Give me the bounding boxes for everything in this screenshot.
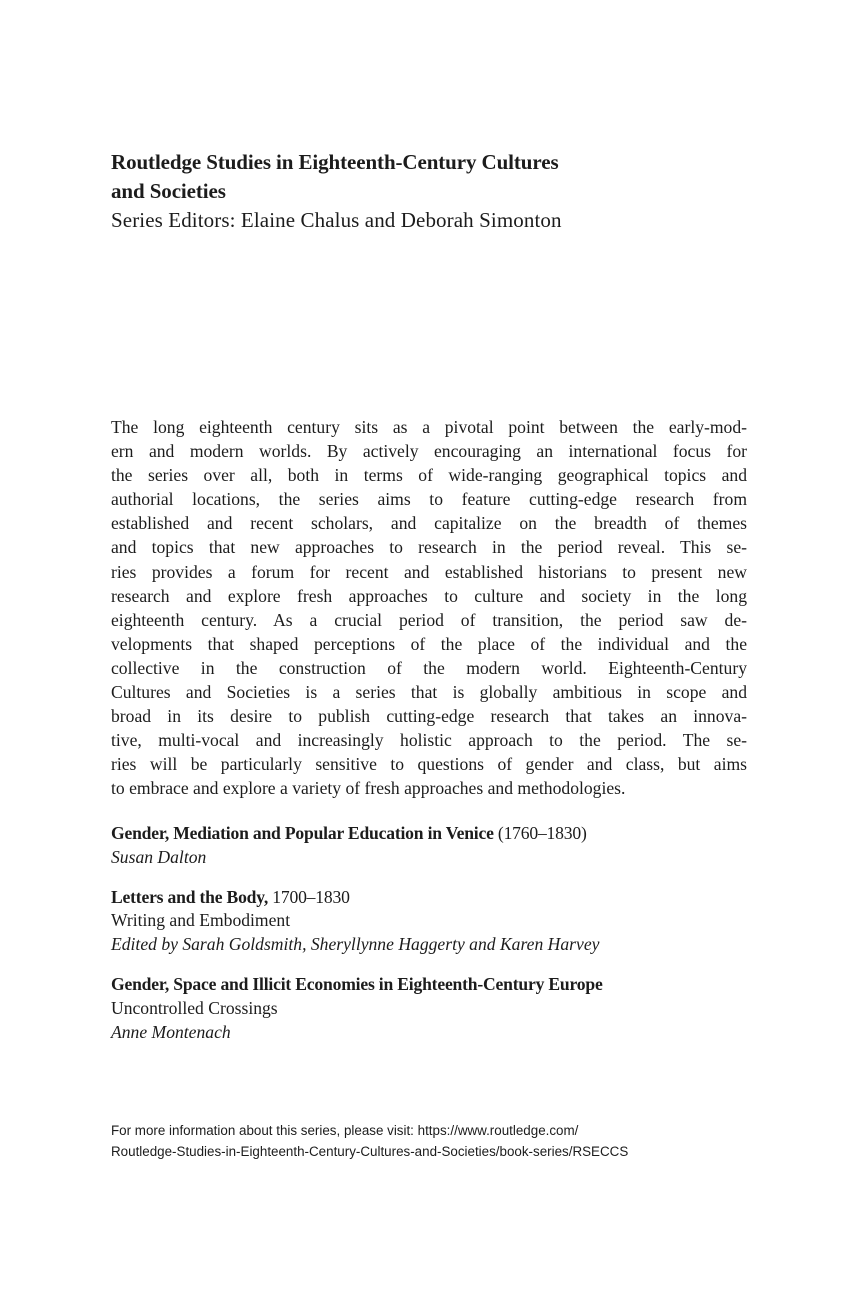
description-line: The long eighteenth century sits as a pivotal point between the early-mod-	[111, 417, 747, 437]
description-line: established and recent scholars, and capitalize on the breadth of themes	[111, 513, 747, 534]
book-title	[111, 973, 751, 997]
series-title-line-2: and Societies	[111, 179, 226, 203]
book-subtitle: Uncontrolled Crossings	[111, 997, 278, 1018]
description-line: collective in the construction of the modern world. Eighteenth-Century	[111, 657, 747, 678]
book-entry	[111, 886, 751, 957]
description-line: ries will be particularly sensitive to questions of gender and class, but aims	[111, 754, 747, 775]
footer-line-1: For more information about this series, please visit: https://www.routledge.com/	[111, 1123, 579, 1138]
book-title-bold: Letters and the Body,	[111, 886, 269, 907]
description-line: research and explore fresh approaches to culture and society in the long	[111, 585, 747, 606]
book-entry	[111, 822, 751, 870]
description-line: eighteenth century. As a crucial period of transition, the period saw de-	[111, 609, 747, 630]
series-title-line-1: Routledge Studies in Eighteenth-Century Cultures	[111, 150, 559, 174]
series-title	[111, 148, 751, 206]
book-title-dates: 1700–1830	[268, 886, 350, 907]
book-author: Anne Montenach	[111, 1021, 231, 1042]
description-line: velopments that shaped perceptions of the place of the individual and the	[111, 633, 747, 654]
series-description	[111, 415, 747, 801]
description-line: Cultures and Societies is a series that is globally ambitious in scope and	[111, 682, 747, 703]
description-line: to embrace and explore a variety of fresh approaches and methodologies.	[111, 778, 626, 799]
description-line: broad in its desire to publish cutting-edge research that takes an innova-	[111, 706, 747, 727]
book-title-dates: (1760–1830)	[493, 823, 587, 843]
description-line: authorial locations, the series aims to feature cutting-edge research from	[111, 489, 747, 510]
series-editors: Series Editors: Elaine Chalus and Deborah Simonton	[111, 208, 562, 232]
description-line: and topics that new approaches to research in the period reveal. This se-	[111, 537, 747, 558]
book-title-bold: Gender, Space and Illicit Economies in Eighteenth-Century Europe	[111, 973, 603, 994]
book-page	[111, 0, 751, 1298]
description-line: tive, multi-vocal and increasingly holistic approach to the period. The se-	[111, 730, 747, 751]
book-title-bold: Gender, Mediation and Popular Education in Venice	[111, 823, 494, 843]
description-line: ern and modern worlds. By actively encouraging an international focus for	[111, 441, 747, 462]
book-author: Susan Dalton	[111, 846, 207, 867]
book-subtitle: Writing and Embodiment	[111, 910, 291, 931]
book-list	[111, 822, 751, 1060]
series-footer-note	[111, 1121, 751, 1162]
book-author: Edited by Sarah Goldsmith, Sheryllynne Haggerty and Karen Harvey	[111, 934, 600, 955]
footer-line-2: Routledge-Studies-in-Eighteenth-Century-Cultures-and-Societies/book-series/RSECCS	[111, 1143, 629, 1159]
description-line: ries provides a forum for recent and established historians to present new	[111, 561, 747, 582]
book-entry	[111, 973, 751, 1044]
book-title	[111, 822, 751, 846]
description-line: the series over all, both in terms of wide-ranging geographical topics and	[111, 465, 747, 486]
series-header	[111, 148, 751, 235]
book-title	[111, 886, 751, 910]
